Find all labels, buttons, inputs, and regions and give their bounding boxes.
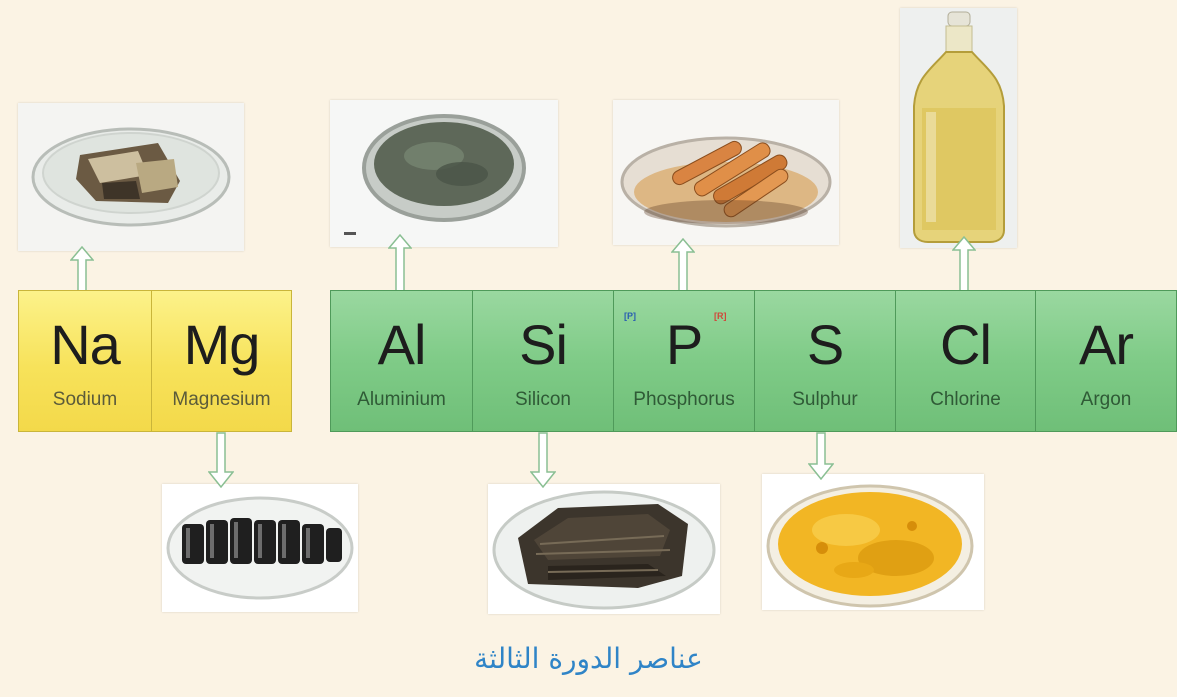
element-name: Sulphur <box>792 389 858 410</box>
element-cell-magnesium <box>151 290 292 432</box>
element-symbol: Al <box>377 313 426 376</box>
element-name: Magnesium <box>172 389 271 410</box>
element-name: Sodium <box>52 389 118 410</box>
phosphorus-photo <box>613 100 839 245</box>
chlorine-photo <box>900 8 1017 248</box>
sulphur-photo <box>762 474 984 610</box>
arrow-down-icon <box>530 432 556 488</box>
element-symbol: Si <box>519 313 567 376</box>
element-cell-silicon <box>472 290 614 432</box>
element-symbol: S <box>806 313 844 376</box>
element-symbol: P <box>665 313 703 376</box>
element-cell-aluminium <box>330 290 473 432</box>
element-symbol: Na <box>50 313 120 376</box>
element-cell-sodium <box>18 290 152 432</box>
magnesium-photo <box>162 484 358 612</box>
element-cell-argon <box>1035 290 1177 432</box>
arrow-up-icon <box>388 234 412 292</box>
arrow-down-icon <box>208 432 234 488</box>
element-symbol: Ar <box>1079 313 1133 376</box>
element-cell-phosphorus <box>613 290 755 432</box>
diagram-caption: عناصر الدورة الثالثة <box>474 642 703 675</box>
element-name: Phosphorus <box>633 389 735 410</box>
phosphorus-mark-left: [P] <box>624 311 636 321</box>
element-symbol: Mg <box>183 313 260 376</box>
sodium-photo <box>18 103 244 251</box>
element-name: Argon <box>1080 389 1132 410</box>
phosphorus-mark-right: [R] <box>714 311 727 321</box>
silicon-photo <box>488 484 720 614</box>
element-name: Silicon <box>515 389 571 410</box>
arrow-down-icon <box>808 432 834 480</box>
arrow-up-icon <box>671 238 695 292</box>
aluminium-photo <box>330 100 558 247</box>
element-name: Chlorine <box>930 389 1001 410</box>
arrow-up-icon <box>70 246 94 292</box>
element-cell-sulphur <box>754 290 896 432</box>
element-symbol: Cl <box>940 313 991 376</box>
element-name: Aluminium <box>357 389 446 410</box>
element-cell-chlorine <box>895 290 1036 432</box>
arrow-up-icon <box>952 236 976 292</box>
